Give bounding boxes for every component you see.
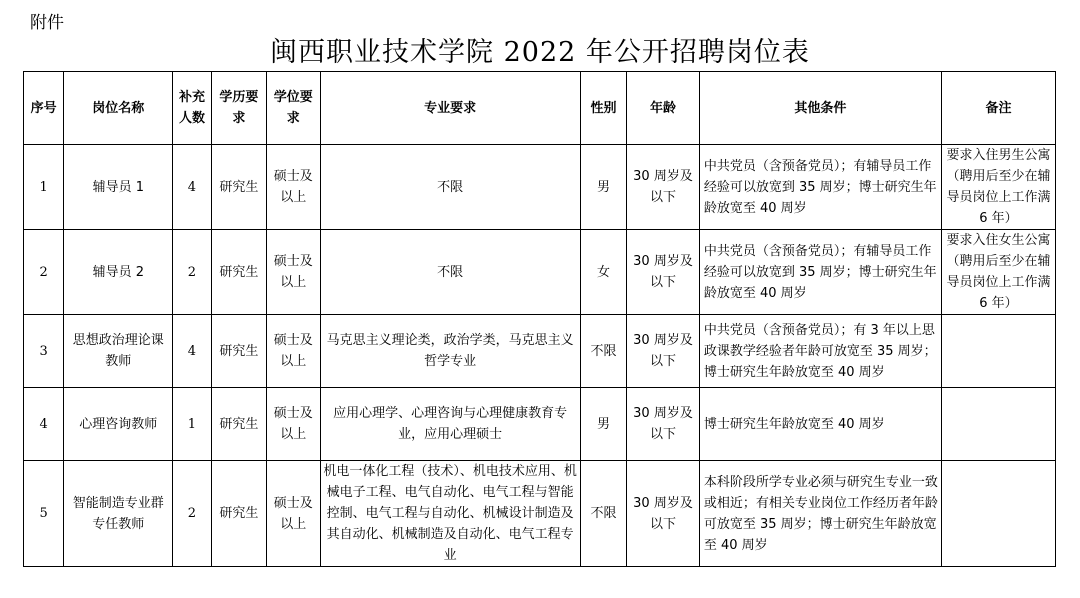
table-row: [24, 315, 1056, 388]
table-row: [24, 388, 1056, 461]
cell-remark: 要求入住男生公寓（聘用后至少在辅导员岗位上工作满 6 年）: [941, 145, 1055, 230]
cell-position: 思想政治理论课教师: [64, 315, 173, 388]
cell-degree: 硕士及以上: [267, 388, 320, 461]
cell-no: 2: [24, 230, 64, 315]
cell-degree: 硕士及以上: [267, 230, 320, 315]
cell-major: 机电一体化工程（技术）、机电技术应用、机械电子工程、电气自动化、电气工程与智能控制、电气工程与自动化、机械设计制造及其自动化、机械制造及自动化、电气工程专业: [320, 461, 580, 567]
cell-no: 5: [24, 461, 64, 567]
table-row: [24, 230, 1056, 315]
recruitment-table: [23, 71, 1056, 567]
cell-other: 博士研究生年龄放宽至 40 周岁: [699, 388, 941, 461]
header-major: 专业要求: [320, 72, 580, 145]
cell-position: 辅导员 1: [64, 145, 173, 230]
cell-major: 应用心理学、心理咨询与心理健康教育专业，应用心理硕士: [320, 388, 580, 461]
cell-count: 4: [173, 145, 211, 230]
cell-count: 2: [173, 230, 211, 315]
header-position: 岗位名称: [64, 72, 173, 145]
header-degree: 学位要求: [267, 72, 320, 145]
header-count: 补充人数: [173, 72, 211, 145]
header-no: 序号: [24, 72, 64, 145]
cell-no: 1: [24, 145, 64, 230]
cell-other: 中共党员（含预备党员）；有辅导员工作经验可以放宽到 35 周岁；博士研究生年龄放宽至 40 周岁: [699, 145, 941, 230]
cell-gender: 男: [580, 145, 626, 230]
cell-remark: [941, 388, 1055, 461]
cell-count: 2: [173, 461, 211, 567]
cell-other: 本科阶段所学专业必须与研究生专业一致或相近；有相关专业岗位工作经历者年龄可放宽至 35 周岁；博士研究生年龄放宽至 40 周岁: [699, 461, 941, 567]
page-title: 闽西职业技术学院 2022 年公开招聘岗位表: [270, 37, 810, 68]
cell-education: 研究生: [211, 461, 266, 567]
cell-degree: 硕士及以上: [267, 145, 320, 230]
cell-major: 不限: [320, 145, 580, 230]
cell-gender: 女: [580, 230, 626, 315]
cell-gender: 不限: [580, 461, 626, 567]
cell-other: 中共党员（含预备党员）；有辅导员工作经验可以放宽到 35 周岁；博士研究生年龄放宽至 40 周岁: [699, 230, 941, 315]
cell-no: 4: [24, 388, 64, 461]
table-row: [24, 145, 1056, 230]
header-other: 其他条件: [699, 72, 941, 145]
cell-remark: [941, 315, 1055, 388]
header-remark: 备注: [941, 72, 1055, 145]
cell-position: 辅导员 2: [64, 230, 173, 315]
table-row: [24, 461, 1056, 567]
header-education: 学历要求: [211, 72, 266, 145]
cell-education: 研究生: [211, 315, 266, 388]
cell-major: 不限: [320, 230, 580, 315]
cell-remark: 要求入住女生公寓（聘用后至少在辅导员岗位上工作满 6 年）: [941, 230, 1055, 315]
cell-education: 研究生: [211, 388, 266, 461]
cell-gender: 不限: [580, 315, 626, 388]
cell-count: 1: [173, 388, 211, 461]
cell-other: 中共党员（含预备党员）；有 3 年以上思政课教学经验者年龄可放宽至 35 周岁；博士研究生年龄放宽至 40 周岁: [699, 315, 941, 388]
cell-age: 30 周岁及以下: [627, 388, 700, 461]
cell-position: 心理咨询教师: [64, 388, 173, 461]
cell-education: 研究生: [211, 230, 266, 315]
cell-remark: [941, 461, 1055, 567]
cell-no: 3: [24, 315, 64, 388]
cell-gender: 男: [580, 388, 626, 461]
cell-degree: 硕士及以上: [267, 461, 320, 567]
header-age: 年龄: [627, 72, 700, 145]
cell-age: 30 周岁及以下: [627, 145, 700, 230]
header-gender: 性别: [580, 72, 626, 145]
annex-label: 附件: [30, 13, 64, 33]
cell-count: 4: [173, 315, 211, 388]
header-row: [24, 72, 1056, 145]
cell-age: 30 周岁及以下: [627, 230, 700, 315]
cell-degree: 硕士及以上: [267, 315, 320, 388]
cell-position: 智能制造专业群专任教师: [64, 461, 173, 567]
cell-education: 研究生: [211, 145, 266, 230]
cell-major: 马克思主义理论类，政治学类，马克思主义哲学专业: [320, 315, 580, 388]
cell-age: 30 周岁及以下: [627, 315, 700, 388]
cell-age: 30 周岁及以下: [627, 461, 700, 567]
